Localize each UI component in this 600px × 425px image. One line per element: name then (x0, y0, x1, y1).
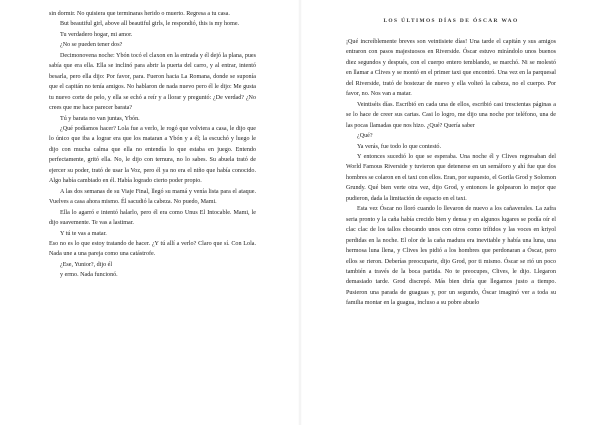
paragraph: Y entonces sucedió lo que se esperaba. Una noche él y Clives regresaban del World Famous Riverside y tuvieron que detenerse en un semáforo y ahí fue que dos hombres se colaron en el taxi con ellos. Eran, por supuesto, el Gorila Grod y Solomon Grundy. Qué bien verte otra vez, dijo Grod, y entonces le golpearon lo mejor que pudieron, dada la limitación de espacio en el taxi. (346, 153, 556, 202)
paragraph: ¡Qué increíblemente breves son veintisiete días! Una tarde el capitán y sus amigos entraron con pasos majestuosos en Riverside. Óscar estuvo mirándolo unos buenos diez segundos y después, con el cuerpo entero temblando, se marchó. Ni se molestó en llamar a Clives y se montó en el primer taxi que encontró. Una vez en la parquesal del Riverside, trató de bostezar de nuevo y ella volteó la cabeza, no el cuerpo. Por favor, no. Nos van a matar. (346, 39, 556, 98)
paragraph: Esta vez Óscar no lloró cuando lo llevaron de nuevo a los cañaverales. La zafra seria pronto y la caña había crecido bien y densa y en algunos lugares se podía oír el clac clac de los tallos chocando unos con otros como trífidos y las voces en kriyol perdidas en la noche. El olor de la caña madura era inevitable y había una luna, una hermosa luna llena, y Clives les pidió a los hombres que perdonaran a Óscar, pero ellos se rieron. Deberías preocuparte, dijo Grod, por ti mismo. Óscar se rió un poco también a través de la boca partida. No te preocupes, Clives, le dijo. Llegaron demasiado tarde. Grod discrepó. Más bien diría que llegamos justo a tiempo. Pusieron una parada de guaguas y, por un segundo, Óscar imaginó ver a toda su familia montar en la guagua, incluso a su pobre abuelo (346, 206, 556, 307)
paragraph: sin dormir. No quisiera que terminaras herido o muerto. Regresa a tu casa. (49, 11, 230, 17)
paragraph: Eso no es lo que estoy tratando de hacer. ¿Y tú allí a verlo? Claro que sí. Con Lola. Nada une a una pareja como una catástrofe. (49, 240, 256, 258)
paragraph: ¿No se pueden tener dos? (60, 42, 123, 49)
running-header: LOS ÚLTIMOS DÍAS DE ÓSCAR WAO (383, 18, 519, 24)
paragraph: A las dos semanas de su Viaje Final, llegó su mamá y venía lista para el ataque. Vuelves a casa ahora mismo. Él sacudió la cabeza. No puedo, Mami. (49, 188, 256, 206)
right-page-text (346, 37, 556, 309)
paragraph: Ella lo agarró e intentó halarlo, pero él era como Unus El Intocable. Mami, le dijo suavemente. Te vas a lastimar. (49, 209, 256, 227)
left-page-text (49, 9, 256, 281)
paragraph: But beautiful girl, above all beautiful girls, le respondió, this is my home. (60, 21, 240, 28)
paragraph: Veintiséis días. Escribió en cada una de ellos, escribió casi trescientas páginas a se lo hace de creer sus cartas. Casi lo logro, me dijo una noche por teléfono, una de las pocas llamadas que nos hizo. ¿Qué? Quería saber (346, 101, 556, 129)
paragraph: Decimonovena noche: Ybón tocó el claxon en la entrada y él dejó la plana, pues sabía que era ella. Ella se inclinó para abrir la puerta del carro, y al entrar, intentó besarla, pero ella dijo: Por favor, para. Fueron hacia La Romana, donde se suponía que el capitán no tenía amigos. No hablaron de nada nuevo pero él le dijo: Me gusta tu nuevo corte de pelo, y ella se echó a reír y a llorar y preguntó: ¿De verdad? ¿No crees que me hace parecer barata? (49, 52, 256, 112)
paragraph: ¿Qué podíamos hacer? Lola fue a verlo, le rogó que volviera a casa, le dijo que lo único que iba a lograr era que los mataran a Ybón y a él; la escuchó y luego le dijo con mucha calma que ella no entendía lo que estaba en juego. Entendo perfectamente, gritó ella. No, le dijo con ternura, no lo sabes. Su abuela trató de ejercer su poder, trató de usar la Voz, pero él ya no era el niño que había conocido. Algo había cambiado en él. Había logrado cierto poder propio. (49, 125, 256, 185)
paragraph: Tu verdadero hogar, mi amor. (60, 31, 133, 38)
paragraph: ¿Qué? (357, 133, 373, 140)
paragraph: y ermo. Nada funcionó. (60, 272, 118, 279)
paragraph: Tú y barata no van juntas, Ybón. (60, 115, 140, 122)
paragraph: Y tú te vas a matar. (60, 230, 107, 237)
paragraph: ¿Ese, Yunior?, dijo él (60, 261, 113, 268)
paragraph: Ya verás, fue todo lo que contestó. (357, 143, 441, 150)
